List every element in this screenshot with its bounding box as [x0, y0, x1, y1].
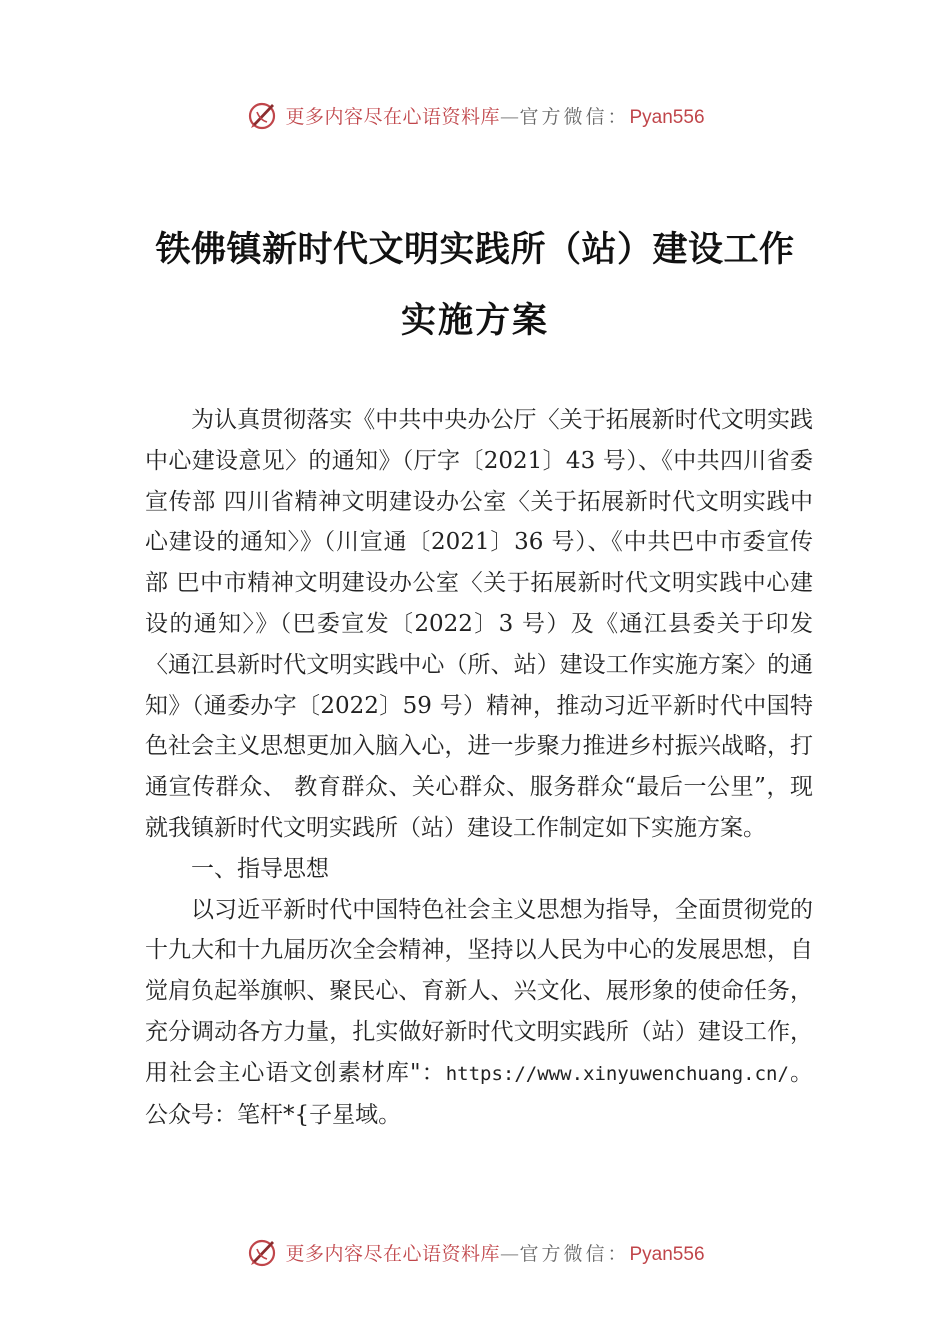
document-title-line-2: 实施方案 [400, 301, 549, 341]
guiding-ideology-tail: 。公众号：笔杆*{子星域。 [145, 1059, 813, 1128]
guiding-ideology-paragraph [145, 890, 813, 1136]
watermark-text [285, 102, 704, 129]
watermark-site-name: 更多内容尽在心语资料库 [285, 1242, 500, 1265]
header-watermark [0, 95, 950, 135]
watermark-site-name: 更多内容尽在心语资料库 [285, 105, 500, 128]
pen-on-paper-logo-icon [245, 98, 279, 132]
watermark-dash: — [499, 1242, 520, 1265]
watermark-dash: — [499, 105, 520, 128]
pen-on-paper-logo-icon [245, 1235, 279, 1269]
source-url-link[interactable]: https://www.xinyuwenchuang.cn/ [445, 1062, 789, 1085]
watermark-wechat-id: Pyan556 [629, 1243, 705, 1265]
watermark-wechat-id: Pyan556 [629, 106, 705, 128]
intro-paragraph: 为认真贯彻落实《中共中央办公厅〈关于拓展新时代文明实践中心建设意见〉的通知》（厅字〔2021〕43 号）、《中共四川省委宣传部 四川省精神文明建设办公室〈关于拓展新时代文明实践中心建设的通知〉》（川宣通〔2021〕36 号）、《中共巴中市委宣传部 巴中市精神文明建设办公室〈关于拓展新时代文明实践中心建设的通知〉》（巴委宣发〔2022〕3 号）及《通江县委关于印发〈通江县新时代文明实践中心（所、站）建设工作实施方案〉的通知》（通委办字〔2022〕59 号）精神，推动习近平新时代中国特色社会主义思想更加入脑入心，进一步聚力推进乡村振兴战略，打通宣传群众、 教育群众、关心群众、服务群众“最后一公里”，现就我镇新时代文明实践所（站）建设工作制定如下实施方案。 [145, 407, 813, 841]
section-heading-guiding-ideology: 一、指导思想 [191, 855, 329, 882]
guiding-ideology-text: 以习近平新时代中国特色社会主义思想为指导，全面贯彻党的十九大和十九届历次全会精神，坚持以人民为中心的发展思想，自觉肩负起举旗帜、聚民心、育新人、兴文化、展形象的使命任务，充分调动各方力量，扎实做好新时代文明实践所（站）建设工作，用社会主心语文创素材库"： [145, 896, 813, 1086]
watermark-wechat-label: 官方微信： [519, 1242, 630, 1265]
document-title-line-1: 铁佛镇新时代文明实践所（站）建设工作 [155, 230, 795, 270]
document-body [145, 400, 813, 1135]
watermark-wechat-label: 官方微信： [519, 105, 630, 128]
footer-watermark [0, 1232, 950, 1272]
watermark-text [285, 1239, 704, 1266]
